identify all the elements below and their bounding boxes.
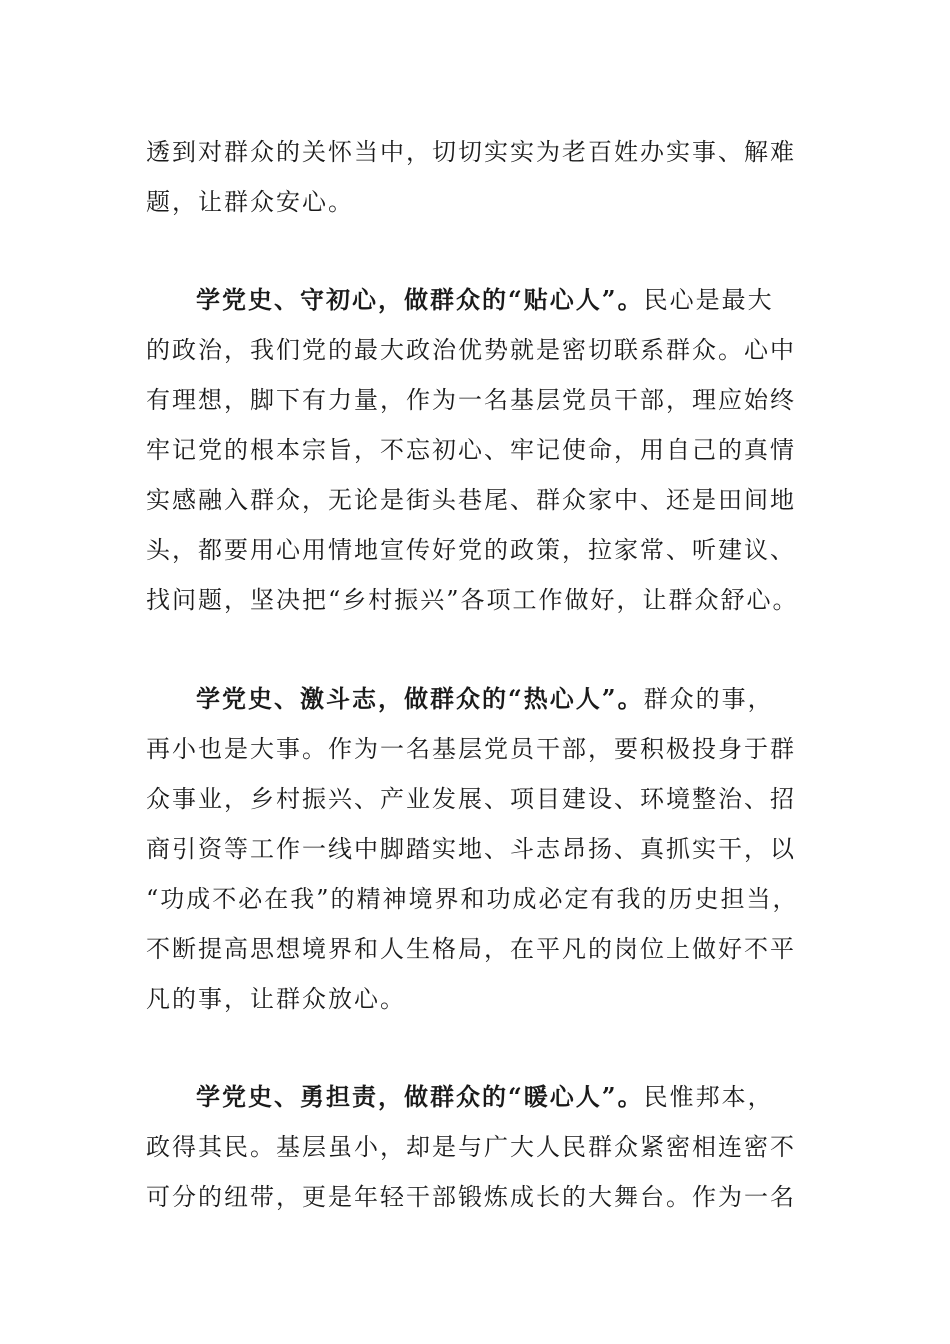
paragraph-heading: 学党史、激斗志，做群众的“热心人”。 (196, 684, 644, 713)
paragraph-heart-close (146, 275, 806, 625)
paragraph-first-line (146, 275, 806, 325)
paragraph-heading: 学党史、守初心，做群众的“贴心人”。 (196, 285, 644, 314)
paragraph-continuation (146, 127, 806, 227)
text-line: 有理想，脚下有力量，作为一名基层党员干部，理应始终 (146, 386, 796, 414)
paragraph-lead-text: 民惟邦本， (643, 1083, 774, 1111)
paragraph-heart-warm (146, 674, 806, 1024)
text-line: 再小也是大事。作为一名基层党员干部，要积极投身于群 (146, 735, 796, 763)
paragraph-lead-text: 群众的事， (643, 685, 774, 713)
text-line: 众事业，乡村振兴、产业发展、项目建设、环境整治、招 (146, 785, 796, 813)
text-line: 可分的纽带，更是年轻干部锻炼成长的大舞台。作为一名 (146, 1183, 796, 1211)
paragraph-heart-comfort (146, 1072, 806, 1222)
text-line: 的政治，我们党的最大政治优势就是密切联系群众。心中 (146, 336, 796, 364)
paragraph-first-line (146, 674, 806, 724)
text-line: 头，都要用心用情地宣传好党的政策，拉家常、听建议、 (146, 536, 796, 564)
text-line: 题，让群众安心。 (146, 188, 354, 216)
text-line: 实感融入群众，无论是街头巷尾、群众家中、还是田间地 (146, 486, 796, 514)
text-line: 凡的事，让群众放心。 (146, 985, 406, 1013)
text-line: 不断提高思想境界和人生格局，在平凡的岗位上做好不平 (146, 935, 796, 963)
paragraph-heading: 学党史、勇担责，做群众的“暖心人”。 (196, 1082, 644, 1111)
paragraph-lead-text: 民心是最大 (643, 286, 774, 314)
text-line: 政得其民。基层虽小，却是与广大人民群众紧密相连密不 (146, 1133, 796, 1161)
text-line: “功成不必在我”的精神境界和功成必定有我的历史担当， (146, 885, 799, 913)
text-line: 商引资等工作一线中脚踏实地、斗志昂扬、真抓实干，以 (146, 835, 796, 863)
text-line: 牢记党的根本宗旨，不忘初心、牢记使命，用自己的真情 (146, 436, 796, 464)
text-line: 透到对群众的关怀当中，切切实实为老百姓办实事、解难 (146, 138, 796, 166)
paragraph-first-line (146, 1072, 806, 1122)
text-line: 找问题，坚决把“乡村振兴”各项工作做好，让群众舒心。 (146, 586, 799, 614)
